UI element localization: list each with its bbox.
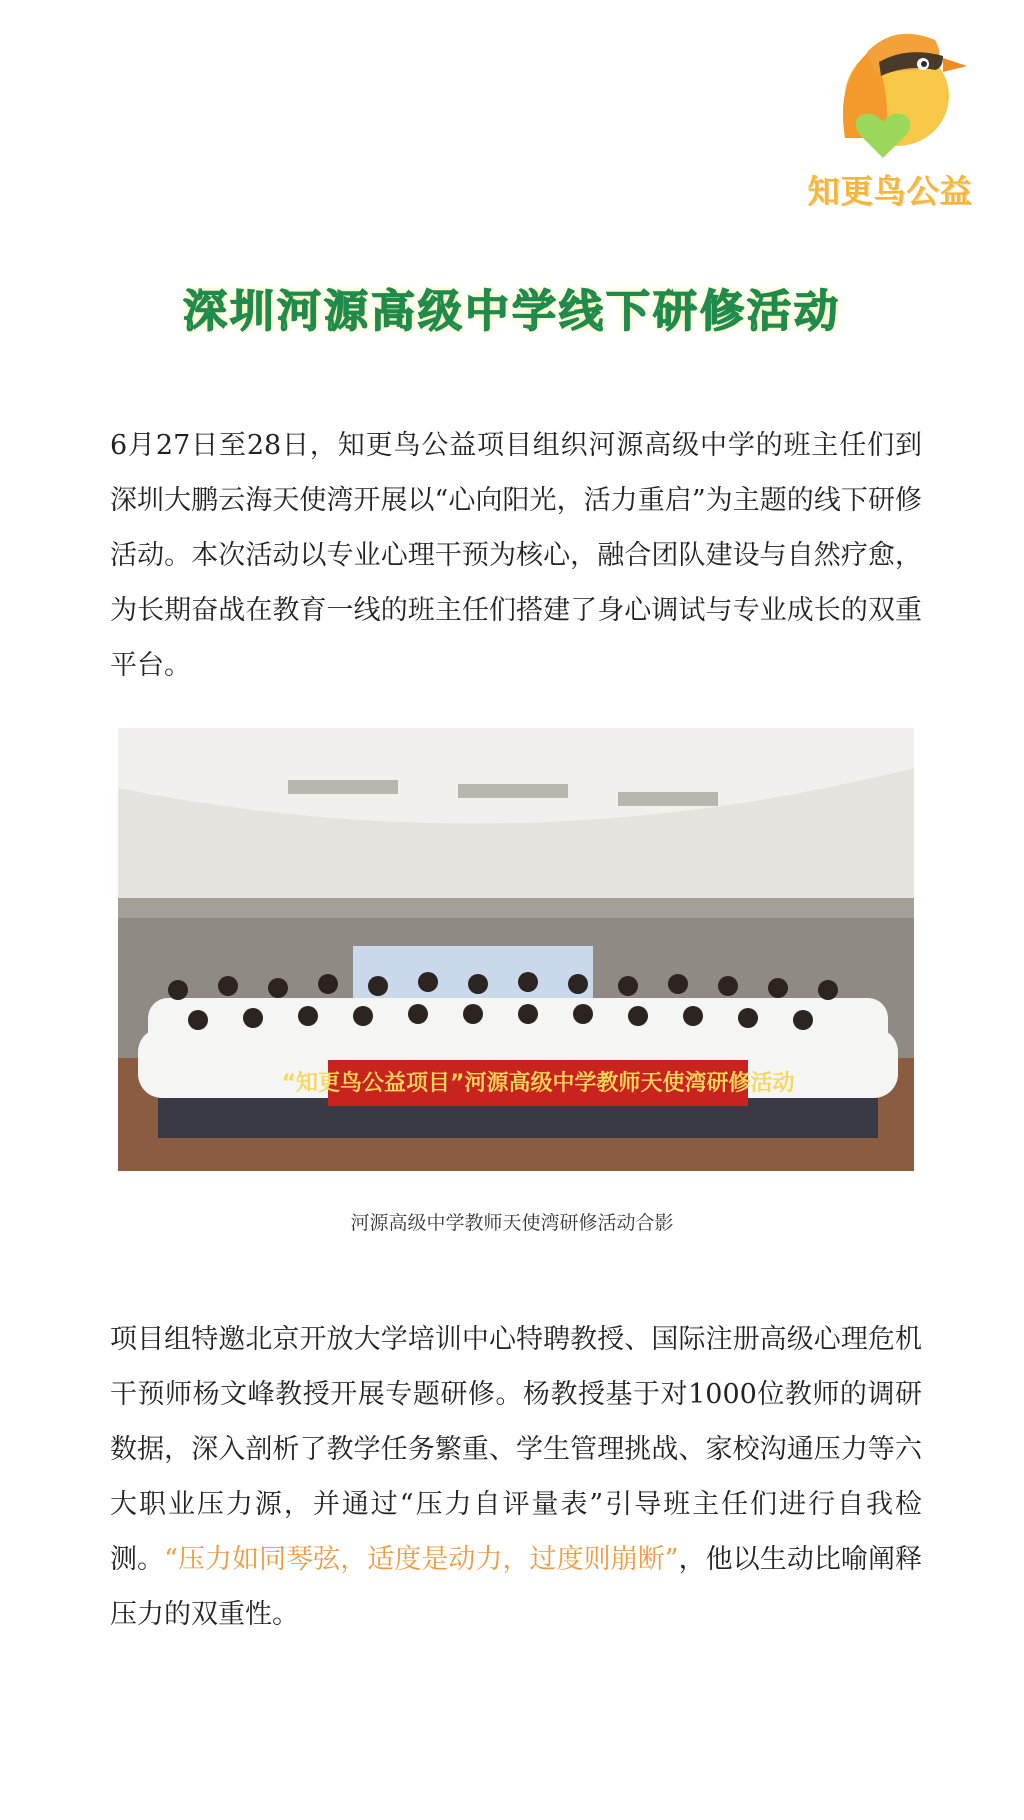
robin-bird-icon bbox=[795, 18, 985, 168]
highlight-quote: “压力如同琴弦，适度是动力，过度则崩断” bbox=[164, 1544, 679, 1575]
body-text-before: 项目组特邀北京开放大学培训中心特聘教授、国际注册高级心理危机干预师杨文峰教授开展专题研修。杨教授基于对1000位教师的调研数据，深入剖析了教学任务繁重、学生管理挑战、家校沟通压力等六大职业压力源，并通过“压力自评量表”引导班主任们进行自我检测。 bbox=[110, 1324, 922, 1575]
banner-text: “知更鸟公益项目”河源高级中学教师天使湾研修活动 bbox=[281, 1071, 795, 1096]
group-photo bbox=[118, 728, 914, 1171]
body-paragraph bbox=[110, 1312, 922, 1642]
photo-caption: 河源高级中学教师天使湾研修活动合影 bbox=[350, 1212, 674, 1234]
logo-text: 知更鸟公益 bbox=[807, 172, 973, 210]
group-photo-illustration bbox=[118, 728, 914, 1171]
page-title: 深圳河源高级中学线下研修活动 bbox=[183, 286, 841, 337]
brand-logo bbox=[795, 18, 985, 208]
intro-paragraph: 6月27日至28日，知更鸟公益项目组织河源高级中学的班主任们到深圳大鹏云海天使湾开展以“心向阳光，活力重启”为主题的线下研修活动。本次活动以专业心理干预为核心，融合团队建设与自然疗愈，为长期奋战在教育一线的班主任们搭建了身心调试与专业成长的双重平台。 bbox=[110, 430, 922, 681]
body-text-after: ，他以生动比喻阐释压力的双重性。 bbox=[110, 1544, 923, 1630]
